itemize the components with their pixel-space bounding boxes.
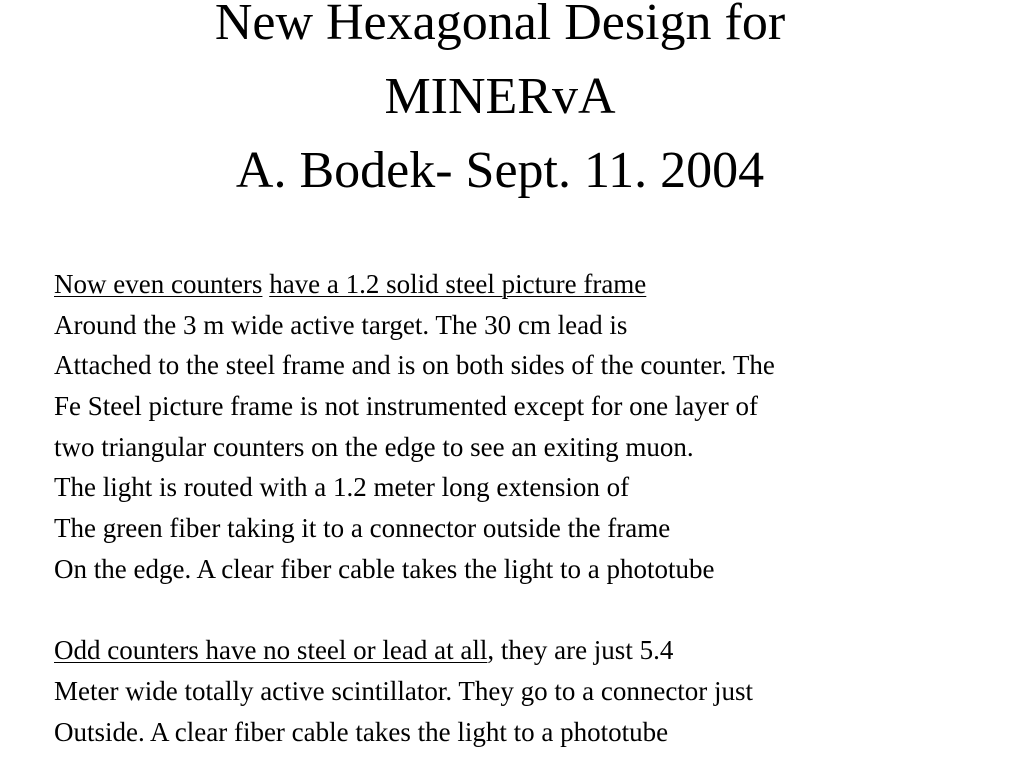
title-line-3: A. Bodek- Sept. 11. 2004 — [235, 142, 765, 199]
underlined-phrase: Now even counters — [54, 269, 263, 299]
body-line — [54, 264, 1014, 305]
body-line — [54, 630, 1014, 671]
body-line: Meter wide totally active scintillator. They go to a connector just — [54, 675, 754, 706]
title-line-2: MINERvA — [384, 68, 616, 125]
slide-body — [54, 264, 1014, 752]
body-text: , they are just 5.4 — [487, 635, 674, 666]
body-line: Outside. A clear fiber cable takes the light to a phototube — [54, 716, 669, 747]
body-line: On the edge. A clear fiber cable takes the light to a phototube — [54, 553, 715, 584]
blank-line — [54, 590, 1014, 631]
body-line: two triangular counters on the edge to see an exiting muon. — [54, 431, 694, 462]
body-line: The green fiber taking it to a connector outside the frame — [54, 513, 671, 544]
body-line: The light is routed with a 1.2 meter long extension of — [54, 472, 630, 503]
underlined-phrase: have a 1.2 solid steel picture frame — [269, 269, 647, 299]
underlined-phrase: Odd counters have no steel or lead at all — [54, 635, 488, 666]
body-line: Around the 3 m wide active target. The 30 cm lead is — [54, 309, 628, 340]
body-line: Fe Steel picture frame is not instrumented except for one layer of — [54, 391, 759, 422]
slide-title — [0, 0, 1000, 208]
title-line-1: New Hexagonal Design for — [214, 0, 786, 51]
body-line: Attached to the steel frame and is on both sides of the counter. The — [54, 350, 775, 381]
